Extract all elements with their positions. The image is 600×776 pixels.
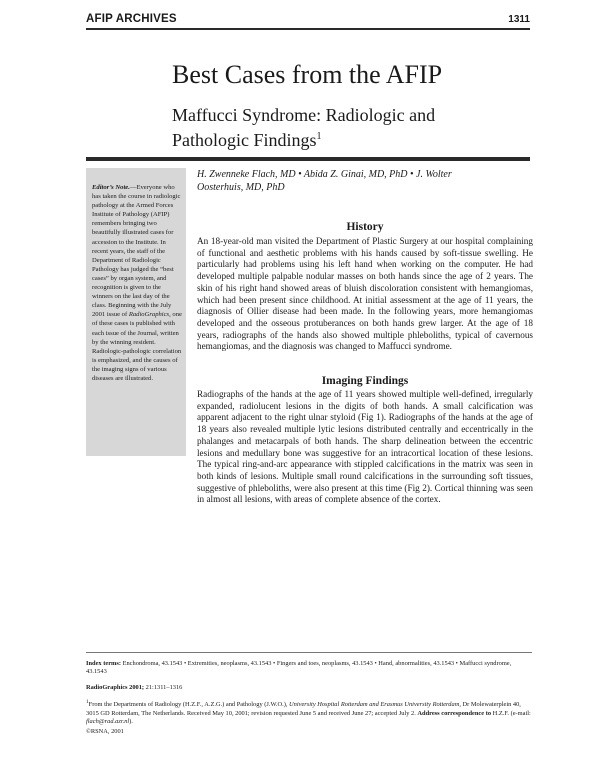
page-number: 1311 <box>508 14 530 25</box>
citation-journal: RadioGraphics 2001; <box>86 684 145 691</box>
header-rule <box>86 28 530 30</box>
affiliation-note <box>86 698 532 726</box>
affiliation-superscript: 1 <box>86 699 89 705</box>
correspondence-end: ). <box>129 717 133 725</box>
article-title-line2: Pathologic Findings <box>172 130 317 150</box>
editors-note-text <box>92 183 182 383</box>
editors-note-journal: RadioGraphics <box>128 311 170 319</box>
author-list <box>197 168 533 194</box>
copyright: ©RSNA, 2001 <box>86 728 124 735</box>
history-heading: History <box>346 221 384 233</box>
affiliation-institution: University Hospital Rotterdam and Erasmus University Rotterdam <box>289 701 460 709</box>
editors-note-lead: Editor’s Note. <box>92 184 130 191</box>
imaging-findings-heading: Imaging Findings <box>321 375 409 387</box>
index-terms-label: Index terms: <box>86 660 121 667</box>
article-title <box>172 104 532 151</box>
correspondence-text: H.Z.F. (e-mail: <box>491 709 531 717</box>
author-line2: Oosterhuis, MD, PhD <box>197 182 285 193</box>
title-rule <box>86 157 530 161</box>
imaging-findings-paragraph: Radiographs of the hands at the age of 11 years showed multiple well-defined, irregularly expanded, radiolucent lesions in the digits of both hands. A small calcification was apparent adjacent to the right ulnar styloid (Fig 1). Radiographs of the hands at the age of 18 years also revealed multiple lytic lesions distributed centrally and eccentrically in the phalanges and metacarpals of both hands. The sharp delineation between the eccentric lesions and medullary bone was suggestive for an intracortical location of these lesions. The typical ring-and-arc appearance with stippled calcifications in the matrix was seen in both kinds of lesions. Multiple small round calcifications in the surrounding soft tissues, suggestive of phleboliths, were also present at this time (Fig 2). Cortical thinning was seen in almost all lesions, with areas of complete absence of the cortex. <box>197 389 533 505</box>
section-label: AFIP ARCHIVES <box>86 13 177 25</box>
footer-rule <box>86 652 532 653</box>
editors-note-body: —Everyone who has taken the course in radiologic pathology at the Armed Forces Institute of Pathology (AFIP) remembers bringing two beautifully illustrated cases for accession to the Institute. In recent years, the staff of the Department of Radiologic Pathology has judged the “best cases” by organ system, and recognition is given to the winners on the last day of the class. Beginning with the July 2001 issue of <box>92 184 181 319</box>
correspondence-label: Address correspondence to <box>417 709 492 717</box>
author-line1: H. Zwenneke Flach, MD • Abida Z. Ginai, MD, PhD • J. Wolter <box>197 169 452 180</box>
article-title-line1: Maffucci Syndrome: Radiologic and <box>172 105 436 125</box>
editors-note-body-end: , one of these cases is published with each issue of the Journal, written by the winning resident. Radiologic-pathologic correlation is emphasized, and the causes of the imaging signs of various diseases are illustrated. <box>92 311 182 382</box>
affiliation-address: , Dr Molewaterplein 40, 3015 GD Rotterdam, The Netherlands. Received May 10, 2001; revision requested June 5 and received June 27; accepted July 2. <box>86 701 521 717</box>
index-terms-text: Enchondroma, 43.1543 • Extremities, neoplasms, 43.1543 • Fingers and toes, neoplasms, 43.1543 • Hand, abnormalities, 43.1543 • Maffucci syndrome, 43.1543 <box>86 660 512 676</box>
history-paragraph: An 18-year-old man visited the Department of Plastic Surgery at our hospital complaining of functional and aesthetic problems with his hands caused by soft-tissue swelling. He particularly had problems using his left hand when working on the computer. He had developed multiple palpable nodular masses on both hands since the age of 2 years. The skin of his right hand showed areas of bluish discoloration consistent with hemangiomas, which had been present since childhood. At initial assessment at the age of 11 years, the diagnosis of Ollier disease had been made. In the following years, more hemangiomas developed and the osseous protuberances on both hands grew larger. At the age of 18 years, radiographs of the hands also showed multiple phleboliths, typical of cavernous hemangiomas, and the diagnosis was changed to Maffucci syndrome. <box>197 236 533 352</box>
affiliation-text: From the Departments of Radiology (H.Z.F., A.Z.G.) and Pathology (J.W.O.), <box>88 701 290 709</box>
citation-pages: 21:1311–1316 <box>144 684 183 691</box>
citation <box>86 684 532 692</box>
correspondence-email[interactable]: flach@rad.azr.nl <box>86 717 130 725</box>
article-title-superscript: 1 <box>316 131 322 142</box>
index-terms <box>86 660 532 677</box>
series-title: Best Cases from the AFIP <box>172 60 443 89</box>
